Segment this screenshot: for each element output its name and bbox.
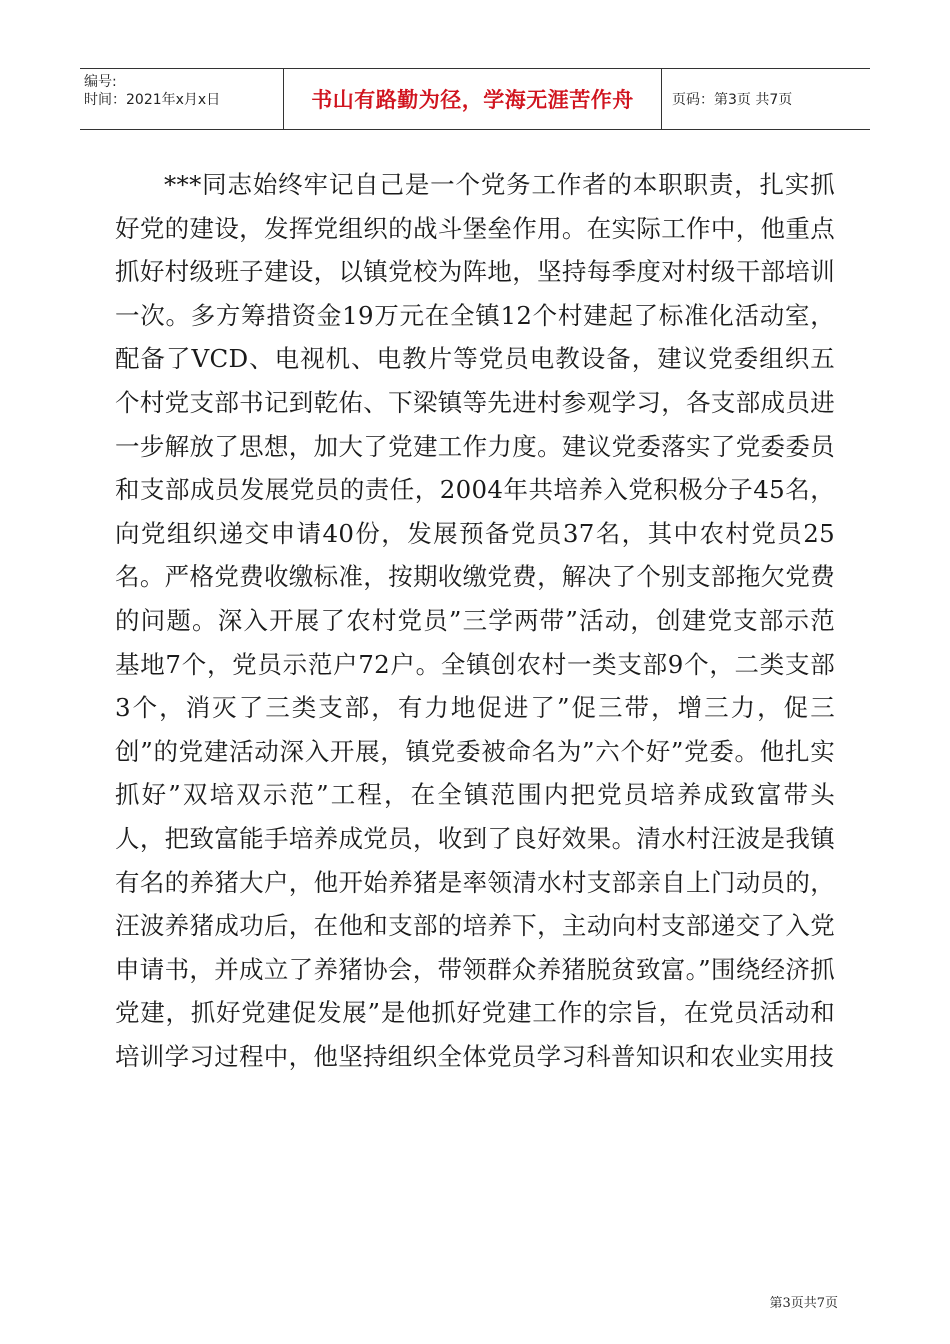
- header-meta: [80, 69, 284, 129]
- footer-page-number: 第3页共7页: [769, 1296, 838, 1311]
- document-number-label: 编号:: [84, 74, 117, 90]
- page-header: [80, 68, 870, 130]
- document-date-label: 时间：2021年x月x日: [84, 92, 221, 108]
- header-page-number: 页码：第3页 共7页: [672, 92, 793, 108]
- header-motto: 书山有路勤为径，学海无涯苦作舟: [284, 69, 662, 129]
- body-paragraph: ***同志始终牢记自己是一个党务工作者的本职职责，扎实抓好党的建设，发挥党组织的战斗堡垒作用。在实际工作中，他重点抓好村级班子建设，以镇党校为阵地，坚持每季度对村级干部培训一次。多方筹措资金19万元在全镇12个村建起了标准化活动室，配备了VCD、电视机、电教片等党员电教设备，建议党委组织五个村党支部书记到乾佑、下梁镇等先进村参观学习，各支部成员进一步解放了思想，加大了党建工作力度。建议党委落实了党委委员和支部成员发展党员的责任，2004年共培养入党积极分子45名，向党组织递交申请40份，发展预备党员37名，其中农村党员25名。严格党费收缴标准，按期收缴党费，解决了个别支部拖欠党费的问题。深入开展了农村党员”三学两带”活动，创建党支部示范基地7个，党员示范户72户。全镇创农村一类支部9个，二类支部3个，消灭了三类支部，有力地促进了”促三带，增三力，促三创”的党建活动深入开展，镇党委被命名为”六个好”党委。他扎实抓好”双培双示范”工程，在全镇范围内把党员培养成致富带头人，把致富能手培养成党员，收到了良好效果。清水村汪波是我镇有名的养猪大户，他开始养猪是率领清水村支部亲自上门动员的，汪波养猪成功后，在他和支部的培养下，主动向村支部递交了入党申请书，并成立了养猪协会，带领群众养猪脱贫致富。”围绕经济抓党建，抓好党建促发展”是他抓好党建工作的宗旨，在党员活动和培训学习过程中，他坚持组织全体党员学习科普知识和农业实用技: [115, 170, 835, 1071]
